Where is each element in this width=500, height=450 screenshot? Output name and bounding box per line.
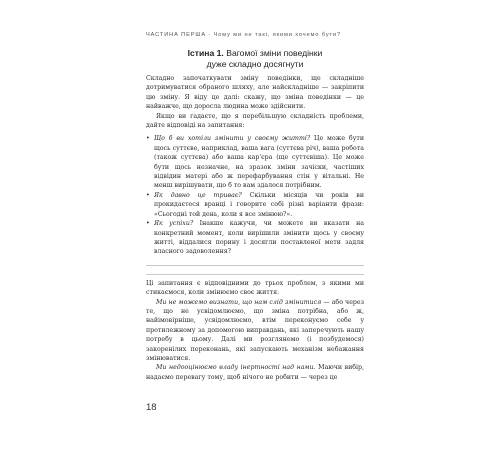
question-3-text: Інакше кажучи, чи можете ви вказати на конкретний момент, коли вирішили змінити щось у своєму житті, віддалися порину і досягли поставленої мети задля власного задоволення? xyxy=(154,220,364,256)
heading-line-1 xyxy=(146,48,364,59)
running-head: ЧАСТИНА ПЕРША · Чому ми не такі, якими хочемо бути? xyxy=(146,32,342,38)
paragraph-5-italic: Ми недооцінюємо владу інертності над нами. xyxy=(156,364,316,372)
section-heading xyxy=(146,48,364,70)
paragraph-4-text: — або через те, що не усвідомлюємо, що зміна потрібна, або ж, найімовірніше, усвідомлюємо, втім переконуємо себе у протилежному за допомогою виправдань, які заперечують нашу потребу в цьому. Далі ми розглянемо (і позбудемося) закоренілих переконань, які запускають механізм небажання змінюватися. xyxy=(146,298,364,362)
list-item xyxy=(146,219,364,257)
question-1-text: Це може бути щось суттєве, наприклад, ваша вага (суттєва річ), ваша робота (також суттєва) або ваша кар'єра (ще суттєвіша). Це може бути щось незначне, на зразок зміни зачіски, частіших відвідин матері або ж перефарбування стін у вітальні. Не менш вирішувати, що б то вам здалося потрібним. xyxy=(154,135,364,190)
paragraph-4 xyxy=(146,298,364,364)
paragraph-2: Якщо ви гадаєте, що я перебільшую складність проблеми, дайте відповіді на запитання: xyxy=(146,112,364,130)
paragraph-1: Складно започаткувати зміну поведінки, ще складніше дотримуватися обраного шляху, але найскладніше — закріпити цю зміну. Я віду це далі: скажу, що зміна поведінки — це найважче, що доросла людина може здійснити. xyxy=(146,75,364,111)
body-text xyxy=(146,74,364,382)
heading-line-2: дуже складно досягнути xyxy=(206,59,304,69)
heading-line-1-rest: Вагомої зміни поведінки xyxy=(223,48,323,58)
paragraph-5-text: Маючи вибір, надаємо перевагу тому, щоб нічого не робити — через це xyxy=(146,364,365,381)
question-2-text: Скільки місяців чи років ви прокидаєтеся вранці і говорите собі різні варіанти фрази: «Сьогодні той день, коли я все змінюю?». xyxy=(154,191,364,218)
rule-separator xyxy=(146,265,364,275)
page-number: 18 xyxy=(146,402,157,413)
paragraph-3: Ці запитання є відповідними до трьох проблем, з якими ми стикаємося, коли змінюємо своє життя. xyxy=(146,279,364,297)
question-1-italic: Що б ви хотіли змінити у своєму житті? xyxy=(154,135,311,143)
list-item xyxy=(146,191,364,219)
paragraph-4-italic: Ми не можемо визнати, що нам слід змінитися xyxy=(156,298,322,306)
question-3-italic: Як успіхи? xyxy=(154,220,194,228)
heading-label: Істина 1. xyxy=(187,48,224,58)
list-item xyxy=(146,134,364,190)
bullet-icon: • xyxy=(146,191,150,199)
paragraph-5 xyxy=(146,363,364,382)
questions-list xyxy=(146,134,364,256)
bullet-icon: • xyxy=(146,135,150,143)
question-2-italic: Як давно це триває? xyxy=(154,191,242,199)
bullet-icon: • xyxy=(146,220,150,228)
